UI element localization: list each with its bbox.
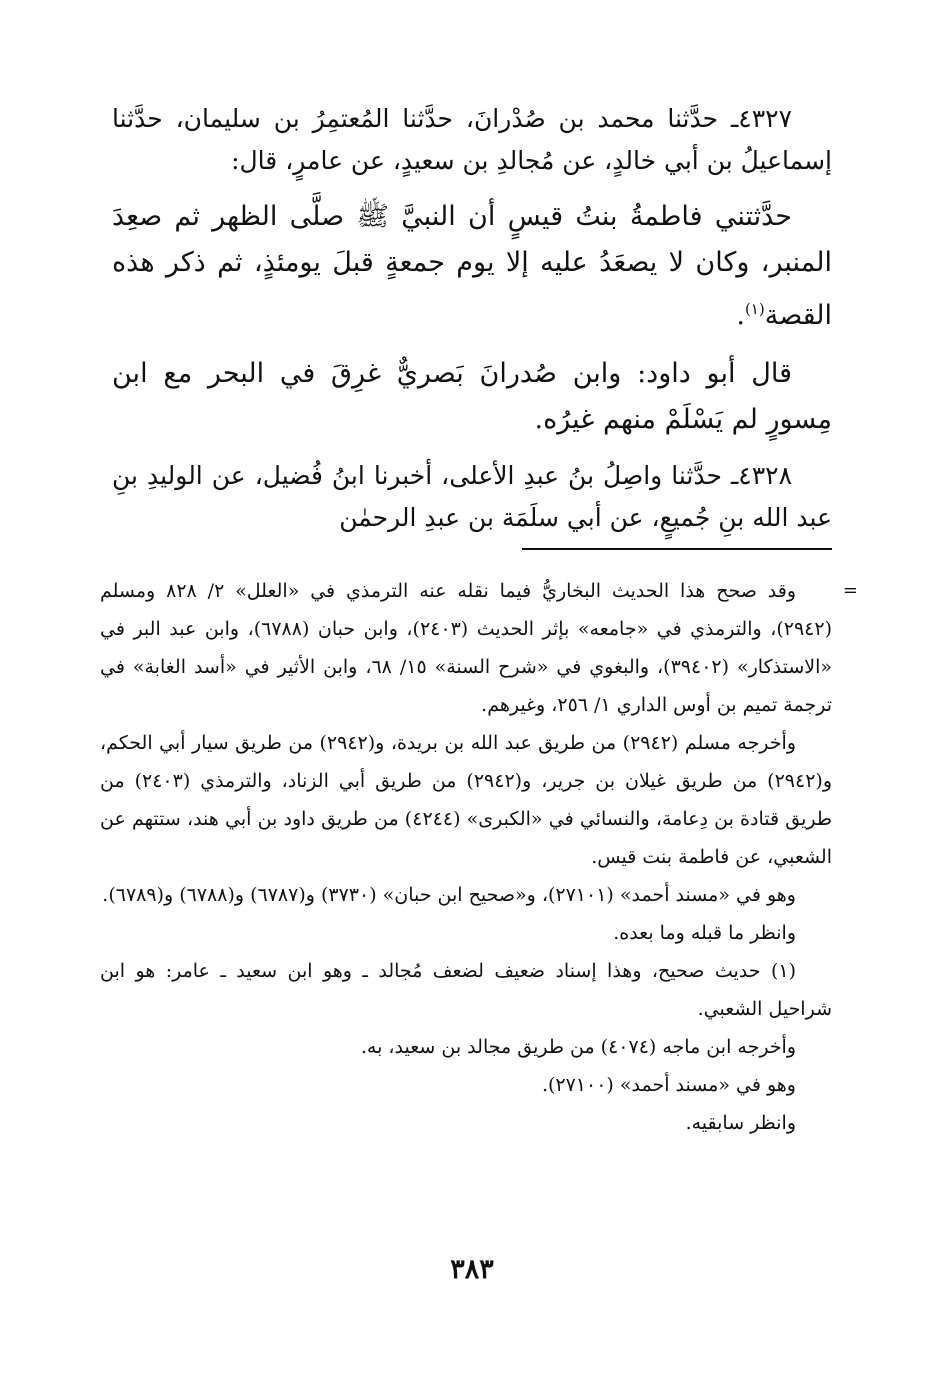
hadith-4327-matn xyxy=(112,194,832,339)
footnote-1-see-also: وانظر سابقيه. xyxy=(685,1112,796,1134)
main-text xyxy=(112,98,832,547)
hadith-4328-isnad: ٤٣٢٨ـ حدَّثنا واصِلُ بنُ عبدِ الأعلى، أخبرنا ابنُ فُضيل، عن الوليدِ بنِ عبد الله بنِ جُميعٍ، عن أبي سلَمَة بن عبدِ الرحمٰن xyxy=(112,461,832,532)
footnote-1-ibn-majah: وأخرجه ابن ماجه (٤٠٧٤) من طريق مجالد بن سعيد، به. xyxy=(360,1036,796,1058)
footnote-musnad: وهو في «مسند أحمد» (٢٧١٠١)، و«صحيح ابن حبان» (٣٧٣٠) و(٦٧٨٧) و(٦٧٨٨) و(٦٧٨٩). xyxy=(102,884,796,906)
hadith-4327-matn-end: . xyxy=(736,300,745,331)
footnote-ref-1[interactable]: (١) xyxy=(744,300,765,318)
page-number: ٣٨٣ xyxy=(450,1254,494,1285)
footnote-1: (١) حديث صحيح، وهذا إسناد ضعيف لضعف مُجالد ـ وهو ابن سعيد ـ عامر: هو ابن شراحيل الشعبي. xyxy=(100,960,832,1020)
footnote-continued: وقد صحح هذا الحديث البخاريُّ فيما نقله عنه الترمذي في «العلل» ٢/ ٨٢٨ ومسلم (٢٩٤٢)، والترمذي في «جامعه» بإثر الحديث (٢٤٠٣)، وابن حبان (٦٧٨٨)، وابن عبد البر في «الاستذكار» (٣٩٤٠٢)، والبغوي في «شرح السنة» ١٥/ ٦٨، وابن الأثير في «أسد الغابة» في ترجمة تميم بن أوس الداري ١/ ٢٥٦، وغيرهم. xyxy=(100,580,832,716)
footnote-separator xyxy=(522,548,832,550)
abu-dawud-comment: قال أبو داود: وابن صُدرانَ بَصريٌّ غرِقَ في البحر مع ابن مِسورٍ لم يَسْلَمْ منهم غيرُه. xyxy=(112,358,832,435)
hadith-4327-isnad: ٤٣٢٧ـ حدَّثنا محمد بن صُدْرانَ، حدَّثنا المُعتمِرُ بن سليمان، حدَّثنا إسماعيلُ بن أبي خالدٍ، عن مُجالدِ بن سعيدٍ، عن عامرٍ، قال: xyxy=(112,104,832,175)
footnote-takhrij: وأخرجه مسلم (٢٩٤٢) من طريق عبد الله بن بريدة، و(٢٩٤٢) من طريق سيار أبي الحكم، و(٢٩٤٢) من طريق غيلان بن جرير، و(٢٩٤٢) من طريق أبي الزناد، والترمذي (٢٤٠٣) من طريق قتادة بن دِعامة، والنسائي في «الكبرى» (٤٢٤٤) من طريق داود بن أبي هند، ستتهم عن الشعبي، عن فاطمة بنت قيس. xyxy=(100,732,832,868)
footnote-continuation-mark: = xyxy=(842,580,858,601)
footnotes xyxy=(100,572,858,1142)
footnote-1-musnad: وهو في «مسند أحمد» (٢٧١٠٠). xyxy=(541,1074,796,1096)
footnote-see-also: وانظر ما قبله وما بعده. xyxy=(613,922,796,944)
hadith-4327-matn-text: حدَّثتني فاطمةُ بنتُ قيسٍ أن النبيَّ ﷺ صلَّى الظهر ثم صعِدَ المنبر، وكان لا يصعَدُ عليه إلا يوم جمعةٍ قبلَ يومئذٍ، ثم ذكر هذه القصة xyxy=(112,201,832,331)
